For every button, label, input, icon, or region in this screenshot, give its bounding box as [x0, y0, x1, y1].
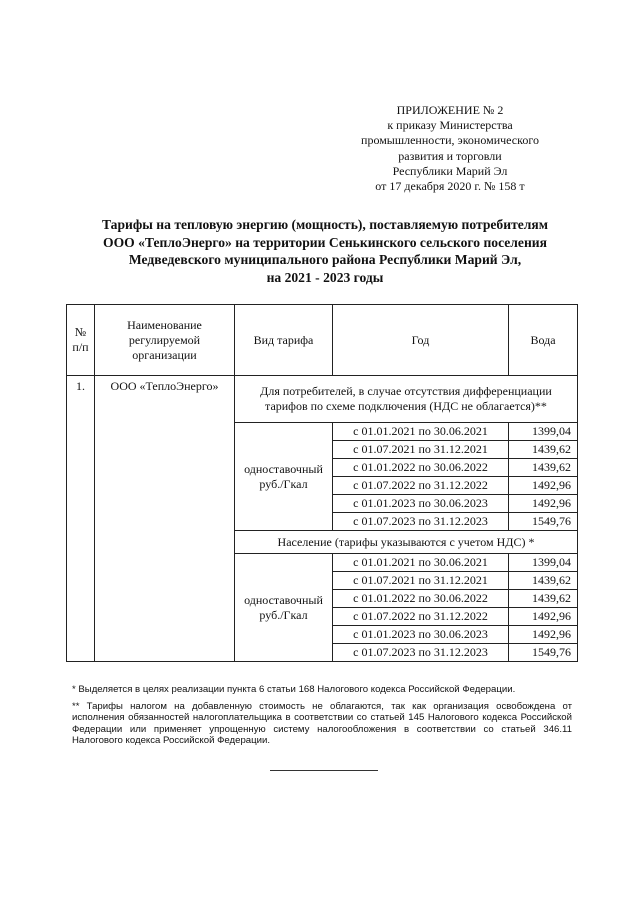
- footnotes: [72, 684, 572, 747]
- title-line: ООО «ТеплоЭнерго» на территории Сенькинского сельского поселения: [103, 234, 547, 250]
- row-number: 1.: [67, 376, 95, 662]
- title-line: Медведевского муниципального района Республики Марий Эл,: [128, 252, 522, 267]
- annex-line: развития и торговли: [398, 148, 502, 163]
- value-cell: 1492,96: [509, 477, 578, 495]
- period-cell: с 01.01.2022 по 30.06.2022: [333, 590, 509, 608]
- document-title: [40, 216, 610, 286]
- period-cell: с 01.01.2023 по 30.06.2023: [333, 495, 509, 513]
- annex-block: [330, 103, 570, 194]
- table-row: [67, 376, 578, 423]
- value-cell: 1399,04: [509, 554, 578, 572]
- annex-line: к приказу Министерства: [387, 118, 513, 133]
- value-cell: 1492,96: [509, 626, 578, 644]
- period-cell: с 01.07.2021 по 31.12.2021: [333, 572, 509, 590]
- tariff-type: одноставочный руб./Гкал: [235, 554, 333, 662]
- value-cell: 1492,96: [509, 608, 578, 626]
- period-cell: с 01.07.2022 по 31.12.2022: [333, 477, 509, 495]
- value-cell: 1439,62: [509, 441, 578, 459]
- header-num: № п/п: [67, 305, 95, 376]
- closing-divider: [270, 770, 378, 771]
- section-label-population: Население (тарифы указываются с учетом НДС) *: [235, 531, 578, 554]
- annex-line: промышленности, экономического: [361, 133, 539, 148]
- value-cell: 1439,62: [509, 590, 578, 608]
- header-year: Год: [333, 305, 509, 376]
- value-cell: 1549,76: [509, 644, 578, 662]
- title-line: на 2021 - 2023 годы: [266, 269, 384, 285]
- header-type: Вид тарифа: [235, 305, 333, 376]
- annex-line: от 17 декабря 2020 г. № 158 т: [375, 179, 525, 194]
- organization-name: ООО «ТеплоЭнерго»: [95, 376, 235, 662]
- value-cell: 1439,62: [509, 459, 578, 477]
- period-cell: с 01.07.2023 по 31.12.2023: [333, 513, 509, 531]
- period-cell: с 01.07.2021 по 31.12.2021: [333, 441, 509, 459]
- title-line: Тарифы на тепловую энергию (мощность), поставляемую потребителям: [101, 217, 549, 232]
- tariffs-table: [66, 304, 578, 662]
- footnote-vat: * Выделяется в целях реализации пункта 6 статьи 168 Налогового кодекса Российской Федерации.: [72, 684, 516, 695]
- period-cell: с 01.01.2021 по 30.06.2021: [333, 554, 509, 572]
- footnote-vat-exempt: ** Тарифы налогом на добавленную стоимость не облагаются, так как организация освобождена от исполнения обязанностей налогоплательщика в соответствии со статьей 145 Налогового кодекса Российской Федерации или применяет упрощенную систему налогообложения в соответствии со статьей 346.11 Налогового кодекса Российской Федерации.: [72, 700, 572, 747]
- value-cell: 1492,96: [509, 495, 578, 513]
- period-cell: с 01.01.2023 по 30.06.2023: [333, 626, 509, 644]
- table-header-row: [67, 305, 578, 376]
- period-cell: с 01.01.2022 по 30.06.2022: [333, 459, 509, 477]
- period-cell: с 01.07.2022 по 31.12.2022: [333, 608, 509, 626]
- header-water: Вода: [509, 305, 578, 376]
- value-cell: 1549,76: [509, 513, 578, 531]
- annex-line: Республики Марий Эл: [392, 163, 508, 178]
- tariff-type: одноставочный руб./Гкал: [235, 423, 333, 531]
- section-label-consumers: Для потребителей, в случае отсутствия дифференциации тарифов по схеме подключения (НДС не облагается)**: [235, 376, 578, 423]
- period-cell: с 01.01.2021 по 30.06.2021: [333, 423, 509, 441]
- value-cell: 1399,04: [509, 423, 578, 441]
- period-cell: с 01.07.2023 по 31.12.2023: [333, 644, 509, 662]
- value-cell: 1439,62: [509, 572, 578, 590]
- header-org: Наименование регулируемой организации: [95, 305, 235, 376]
- annex-line: ПРИЛОЖЕНИЕ № 2: [396, 103, 504, 117]
